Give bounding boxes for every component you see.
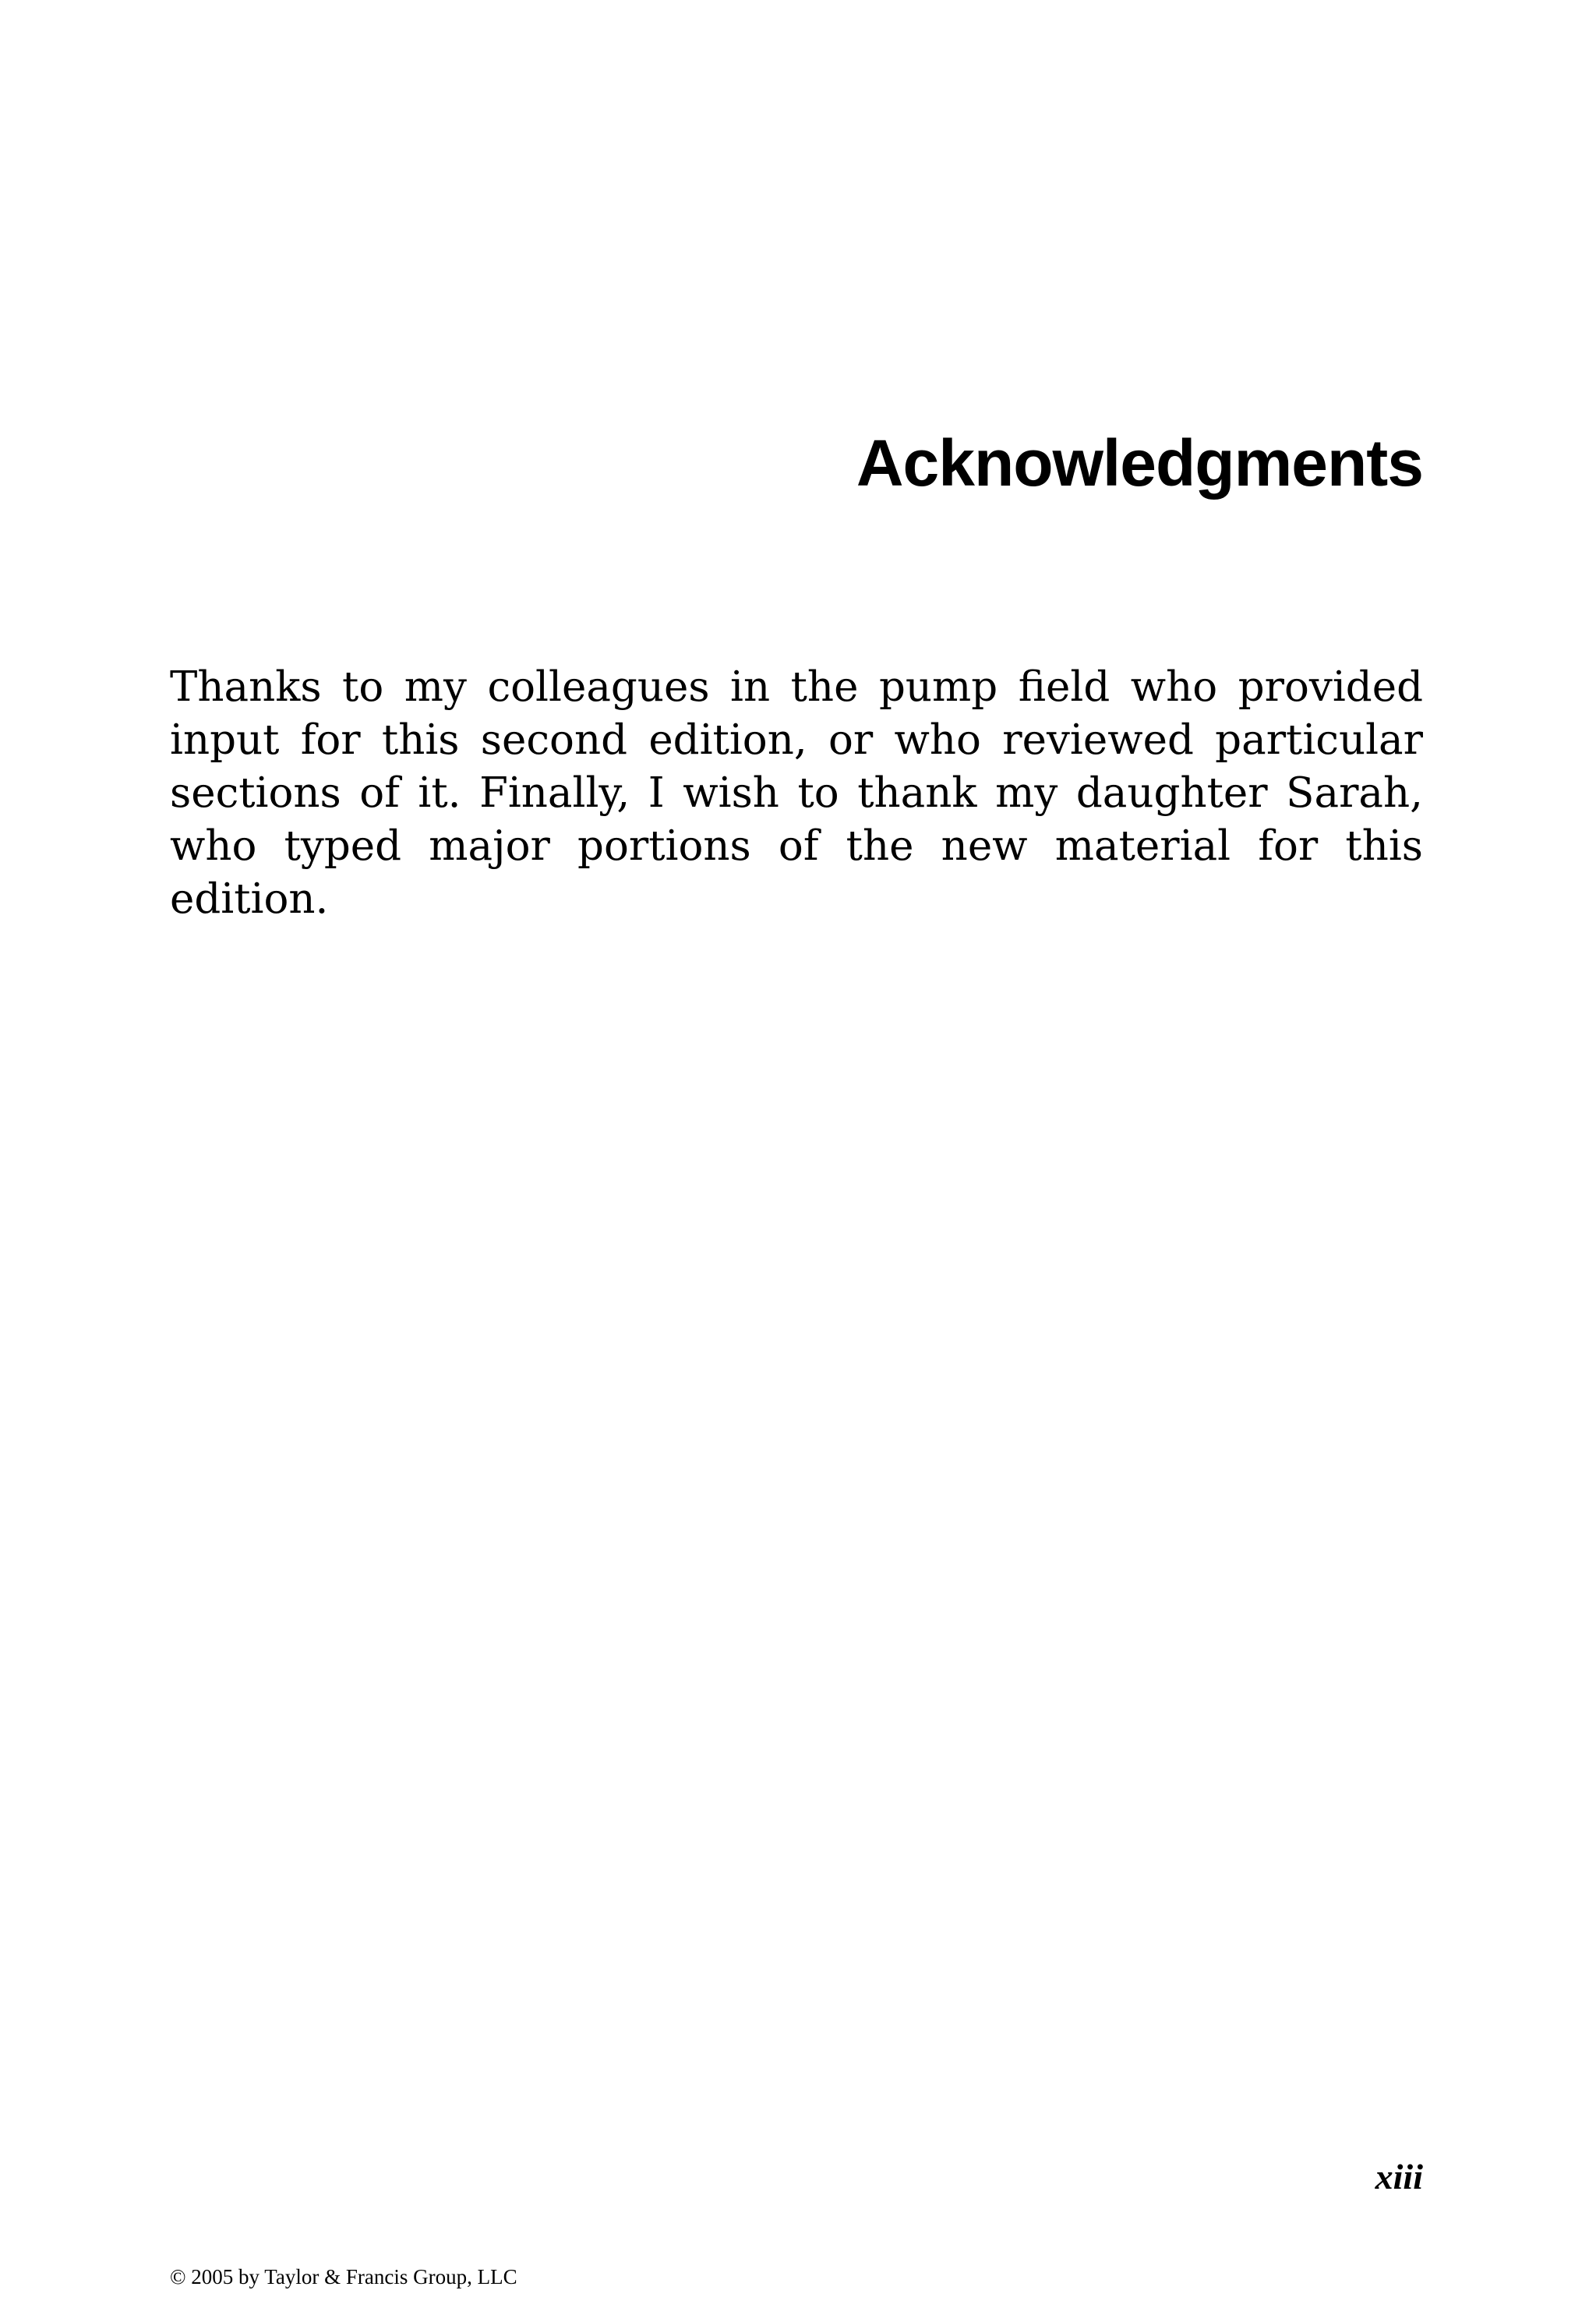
page-title: Acknowledgments — [856, 426, 1423, 500]
copyright-footer: © 2005 by Taylor & Francis Group, LLC — [170, 2265, 517, 2288]
page-number: xiii — [1375, 2157, 1423, 2197]
acknowledgments-paragraph: Thanks to my colleagues in the pump field who provided input for this second edition, or who reviewed particular sections of it. Finally, I wish to thank my daughter Sarah, who typed major portions of the new material for this edition. — [170, 663, 1423, 923]
